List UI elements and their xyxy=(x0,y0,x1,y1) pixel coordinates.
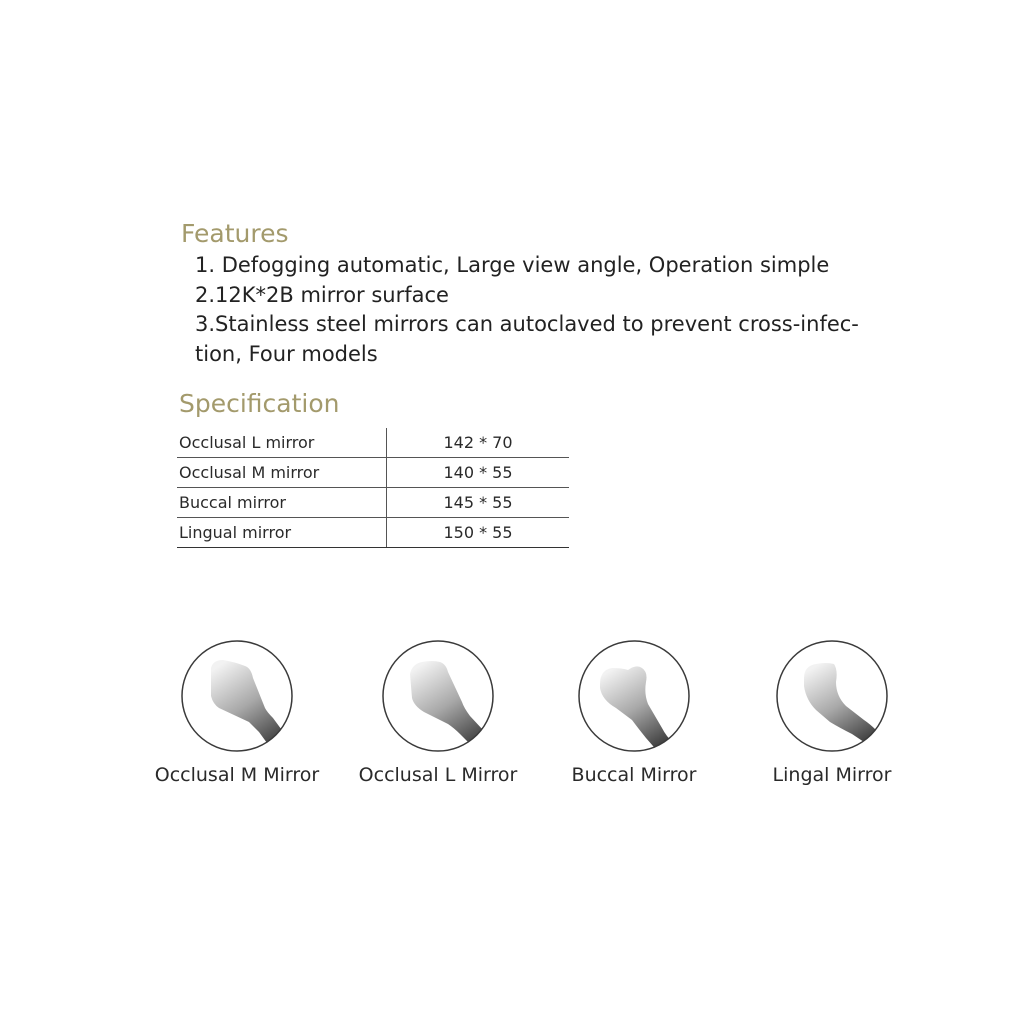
product-buccal xyxy=(534,638,734,786)
table-row xyxy=(177,488,569,518)
mirror-name-cell: Lingual mirror xyxy=(177,518,387,548)
mirror-size-cell: 145 * 55 xyxy=(387,488,570,518)
feature-line: 1. Defogging automatic, Large view angle, Operation simple xyxy=(195,253,830,277)
product-occlusal-m xyxy=(137,638,337,786)
specification-heading: Specification xyxy=(179,389,340,418)
product-label: Buccal Mirror xyxy=(571,764,697,786)
mirror-name-cell: Occlusal L mirror xyxy=(177,428,387,458)
specification-table xyxy=(177,428,569,548)
product-occlusal-l xyxy=(338,638,538,786)
mirror-name-cell: Buccal mirror xyxy=(177,488,387,518)
buccal-mirror-icon xyxy=(576,638,692,754)
table-row xyxy=(177,428,569,458)
feature-line: 3.Stainless steel mirrors can autoclaved to prevent cross-infec- xyxy=(195,312,859,336)
occlusal-l-mirror-icon xyxy=(380,638,496,754)
table-row xyxy=(177,518,569,548)
mirror-size-cell: 142 * 70 xyxy=(443,433,513,452)
mirror-size-cell: 140 * 55 xyxy=(387,458,570,488)
feature-line: 2.12K*2B mirror surface xyxy=(195,282,449,307)
product-label: Occlusal L Mirror xyxy=(358,764,518,786)
product-label: Occlusal M Mirror xyxy=(154,764,320,786)
mirror-name-cell: Occlusal M mirror xyxy=(177,458,387,488)
occlusal-m-mirror-icon xyxy=(179,638,295,754)
features-heading: Features xyxy=(181,219,289,248)
mirror-size-cell: 150 * 55 xyxy=(387,518,570,548)
product-label: Lingal Mirror xyxy=(772,764,892,786)
feature-line: tion, Four models xyxy=(195,341,378,366)
table-row xyxy=(177,458,569,488)
features-list xyxy=(195,251,895,369)
lingual-mirror-icon xyxy=(774,638,890,754)
product-lingual xyxy=(732,638,932,786)
